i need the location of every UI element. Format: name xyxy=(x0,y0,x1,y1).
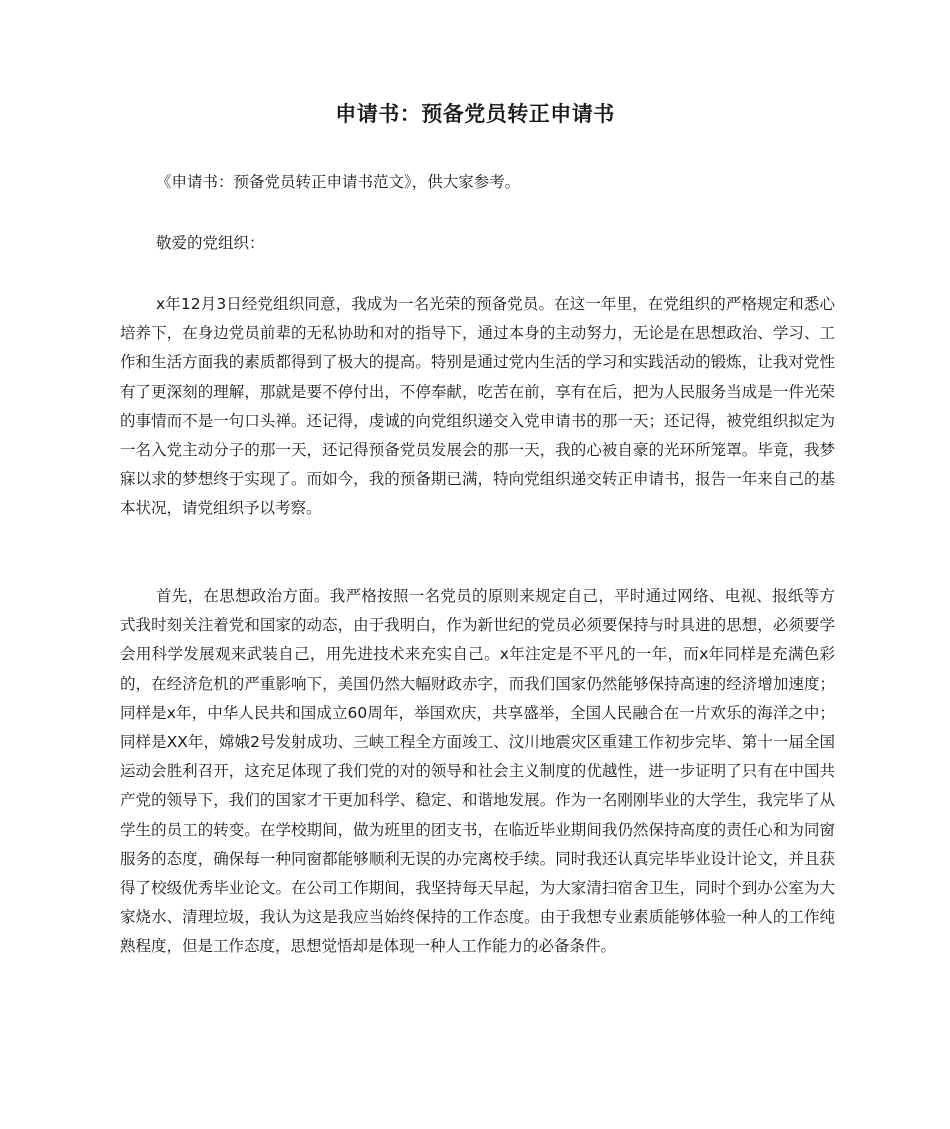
document-title: 申请书：预备党员转正申请书 xyxy=(335,102,615,126)
body-paragraph: 首先，在思想政治方面。我严格按照一名党员的原则来规定自己，平时通过网络、电视、报纸等方式我时刻关注着党和国家的动态，由于我明白，作为新世纪的党员必须要保持与时具进的思想，必须要学会用科学发展观来武装自己，用先进技术来充实自己。x年注定是不平凡的一年，而x年同样是充满色彩的，在经济危机的严重影响下，美国仍然大幅财政赤字，而我们国家仍然能够保持高速的经济增加速度；同样是x年，中华人民共和国成立60周年，举国欢庆，共享盛举，全国人民融合在一片欢乐的海洋之中；同样是XX年，嫦娥2号发射成功、三峡工程全方面竣工、汶川地震灾区重建工作初步完毕、第十一届全国运动会胜利召开，这充足体现了我们党的对的领导和社会主义制度的优越性，进一步证明了只有在中国共产党的领导下，我们的国家才干更加科学、稳定、和谐地发展。作为一名刚刚毕业的大学生，我完毕了从学生的员工的转变。在学校期间，做为班里的团支书，在临近毕业期间我仍然保持高度的责任心和为同窗服务的态度，确保每一种同窗都能够顺利无误的办完离校手续。同时我还认真完毕毕业设计论文，并且获得了校级优秀毕业论文。在公司工作期间，我坚持每天早起，为大家清扫宿舍卫生，同时个到办公室为大家烧水、清理垃圾，我认为这是我应当始终保持的工作态度。由于我想专业素质能够体验一种人的工作纯熟程度，但是工作态度，思想觉悟却是体现一种人工作能力的必备条件。 xyxy=(120,587,835,956)
greeting-line: 敬爱的党组织： xyxy=(156,234,265,252)
intro-paragraph: 《申请书：预备党员转正申请书范文》，供大家参考。 xyxy=(156,173,521,191)
body-paragraph: x年12月3日经党组织同意，我成为一名光荣的预备党员。在这一年里，在党组织的严格规定和悉心培养下，在身边党员前辈的无私协助和对的指导下，通过本身的主动努力，无论是在思想政治、学习、工作和生活方面我的素质都得到了极大的提高。特别是通过党内生活的学习和实践活动的锻炼，让我对党性有了更深刻的理解，那就是要不停付出，不停奉献，吃苦在前，享有在后，把为人民服务当成是一件光荣的事情而不是一句口头禅。还记得，虔诚的向党组织递交入党申请书的那一天；还记得，被党组织拟定为一名入党主动分子的那一天，还记得预备党员发展会的那一天，我的心被自豪的光环所笼罩。毕竟，我梦寐以求的梦想终于实现了。而如今，我的预备期已满，特向党组织递交转正申请书，报告一年来自己的基本状况，请党组织予以考察。 xyxy=(120,295,835,518)
